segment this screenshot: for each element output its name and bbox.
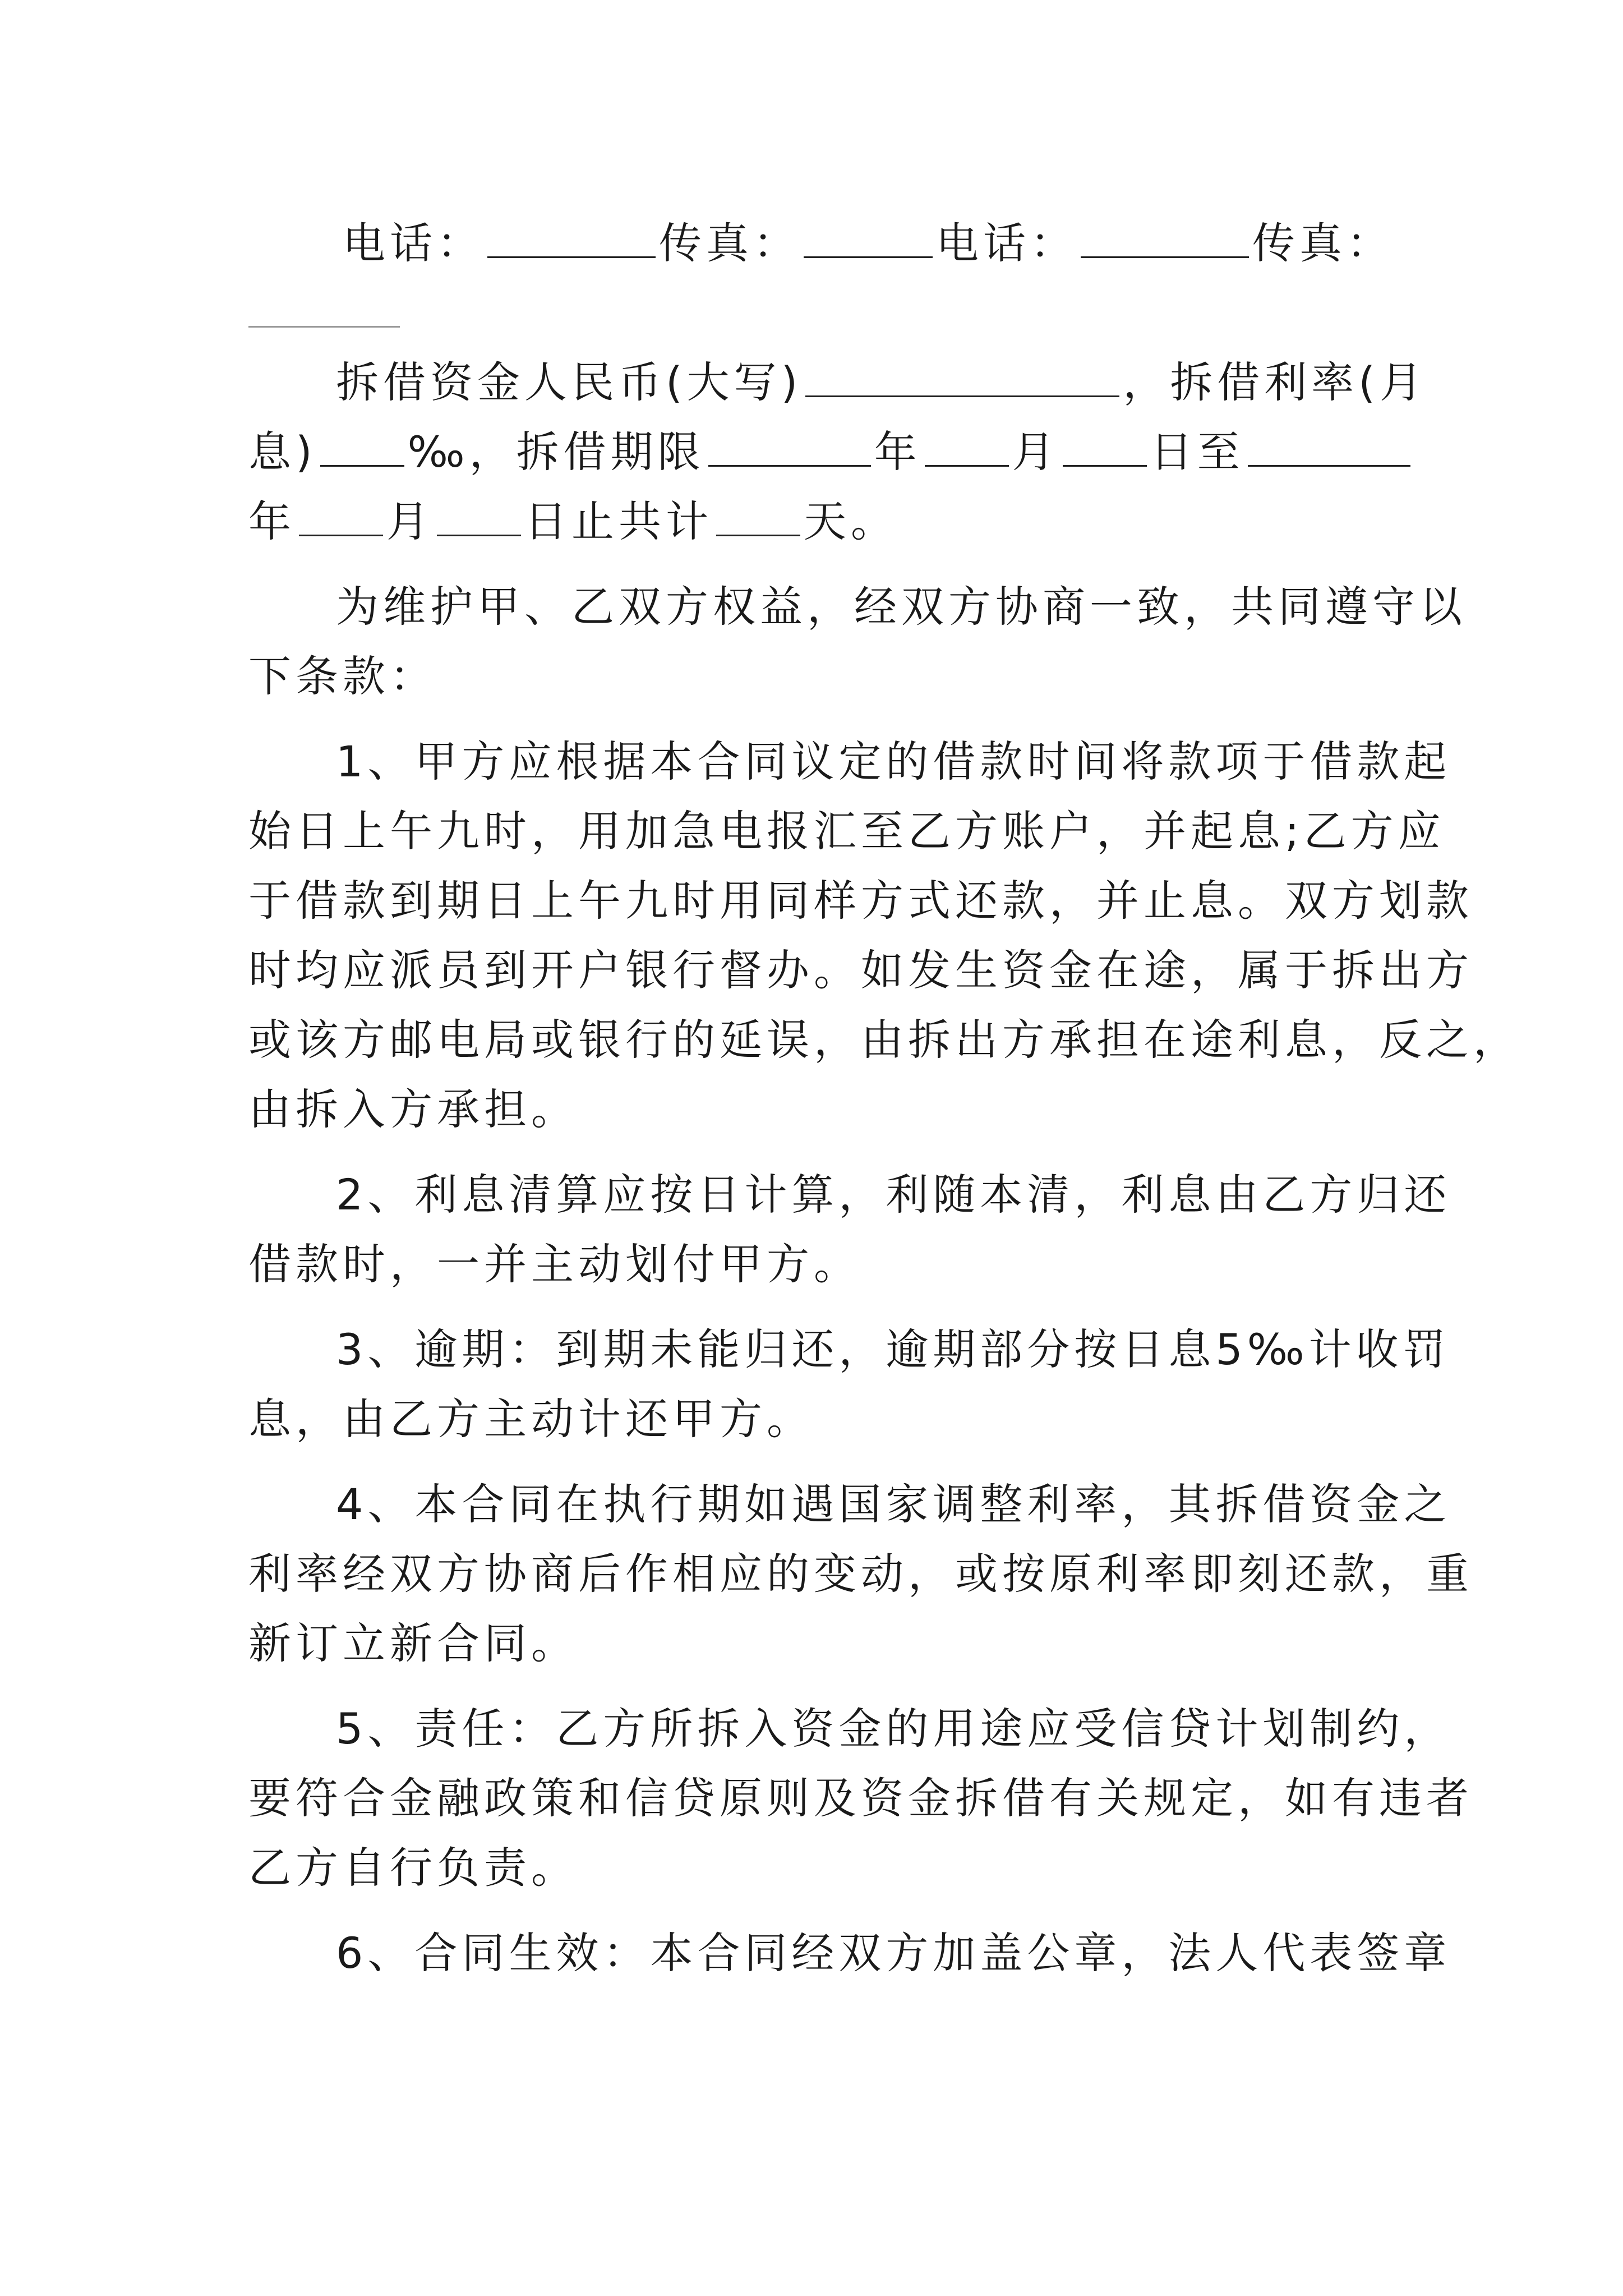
- loan-terms-line-3: [248, 487, 1381, 556]
- fax-blank-2: [248, 303, 400, 328]
- loan-terms-line-1: [248, 348, 1427, 417]
- document-body: [248, 209, 1520, 1988]
- phone-blank-1: [487, 215, 656, 258]
- phone-blank-2: [1081, 215, 1249, 258]
- clause1-line-4: 时均应派员到开户银行督办。如发生资金在途，属于拆出方: [248, 945, 1473, 995]
- start-year-blank: [708, 424, 871, 467]
- intro-line-1: 为维护甲、乙双方权益，经双方协商一致，共同遵守以: [336, 582, 1467, 632]
- end-month-label: 月: [386, 496, 434, 546]
- day-to-label: 日至: [1150, 427, 1244, 477]
- fax-label-1: 传真：: [659, 218, 800, 268]
- rate-label-cont: 息): [248, 427, 317, 477]
- start-month-blank: [925, 424, 1009, 467]
- year-label: 年: [874, 427, 921, 477]
- term-label: ‰，拆借期限: [407, 427, 705, 477]
- clause4-line-1: 4、本合同在执行期如遇国家调整利率，其拆借资金之: [336, 1479, 1451, 1529]
- total-label: 日止共计: [524, 496, 713, 546]
- phone-label-1: 电话：: [343, 218, 484, 268]
- start-day-blank: [1063, 424, 1147, 467]
- clause4-line-2: 利率经双方协商后作相应的变动，或按原利率即刻还款，重: [248, 1549, 1473, 1599]
- month-label: 月: [1012, 427, 1059, 477]
- amount-blank: [805, 354, 1119, 397]
- end-month-blank: [299, 493, 383, 536]
- clause5-line-1: 5、责任：乙方所拆入资金的用途应受信贷计划制约，: [336, 1704, 1451, 1754]
- rate-blank: [320, 424, 404, 467]
- clause4-line-3: 新订立新合同。: [248, 1618, 578, 1668]
- clause3-line-1: 3、逾期：到期未能归还，逾期部分按日息5‰计收罚: [336, 1324, 1450, 1374]
- end-year-label: 年: [248, 496, 296, 546]
- clause1-line-3: 于借款到期日上午九时用同样方式还款，并止息。双方划款: [248, 876, 1473, 926]
- clause5-line-2: 要符合金融政策和信贷原则及资金拆借有关规定，如有违者: [248, 1773, 1473, 1823]
- clause5-line-3: 乙方自行负责。: [248, 1843, 578, 1893]
- loan-terms-line-2: [248, 417, 1381, 487]
- fax-blank-line: [248, 278, 1381, 332]
- contact-line: [248, 209, 1394, 278]
- days-blank: [716, 493, 800, 536]
- end-day-blank: [437, 493, 521, 536]
- clause1-line-1: 1、甲方应根据本合同议定的借款时间将款项于借款起: [336, 737, 1451, 786]
- loan-amount-label: 拆借资金人民币(大写): [336, 357, 803, 407]
- clause1-line-2: 始日上午九时，用加急电报汇至乙方账户，并起息;乙方应: [248, 806, 1445, 856]
- clause3-line-2: 息，由乙方主动计还甲方。: [248, 1394, 814, 1444]
- rate-label: ，拆借利率(月: [1123, 357, 1427, 407]
- phone-label-2: 电话：: [936, 218, 1077, 268]
- clause1-line-5: 或该方邮电局或银行的延误，由拆出方承担在途利息，反之，: [248, 1015, 1520, 1065]
- clause2-line-2: 借款时，一并主动划付甲方。: [248, 1239, 861, 1289]
- end-year-blank: [1248, 424, 1410, 467]
- clause2-line-1: 2、利息清算应按日计算，利随本清，利息由乙方归还: [336, 1170, 1451, 1220]
- fax-blank-1: [804, 215, 933, 258]
- intro-line-2: 下条款：: [248, 651, 437, 701]
- clause6-line-1: 6、合同生效：本合同经双方加盖公章，法人代表签章: [336, 1928, 1451, 1978]
- clause1-line-6: 由拆入方承担。: [248, 1084, 578, 1134]
- fax-label-2: 传真：: [1252, 218, 1394, 268]
- days-label: 天。: [804, 496, 898, 546]
